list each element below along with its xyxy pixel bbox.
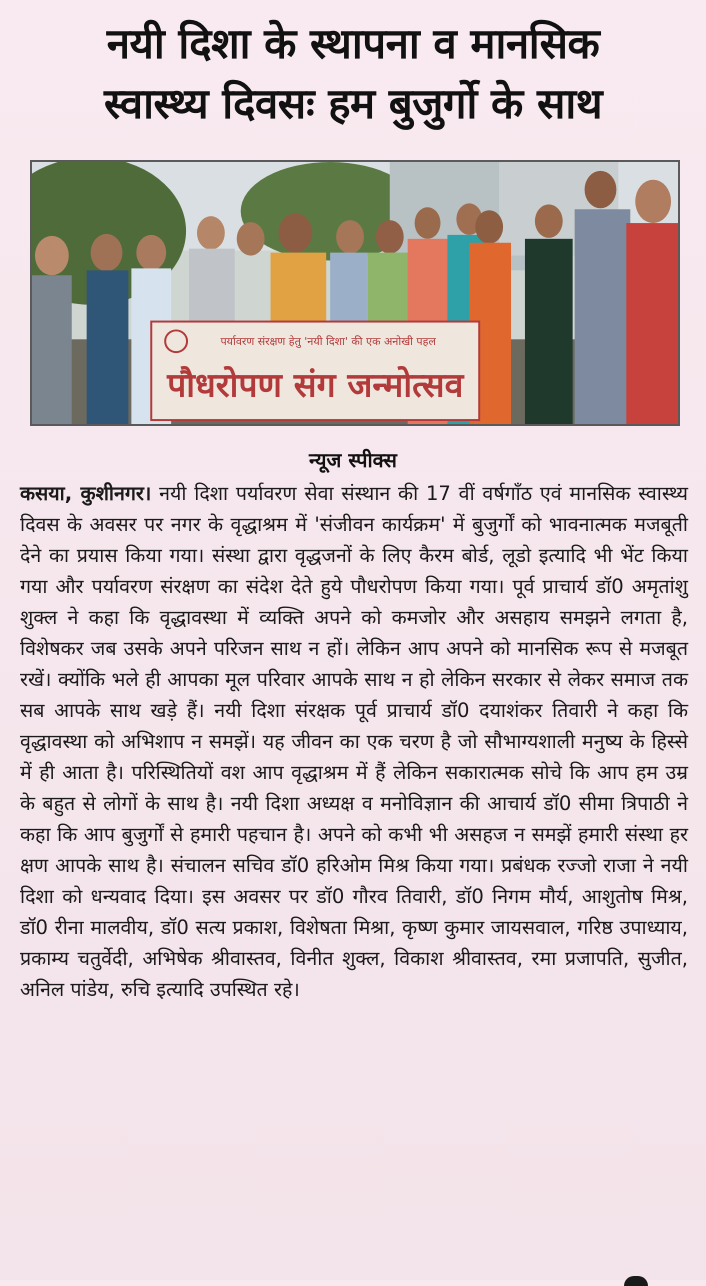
headline-line-2: स्वास्थ्य दिवसः हम बुजुर्गो के साथ: [103, 79, 603, 128]
banner-top-line: पर्यावरण संरक्षण हेतु 'नयी दिशा' की एक अनोखी पहल: [220, 335, 436, 349]
dateline: कसया, कुशीनगर।: [20, 482, 152, 505]
article-text: नयी दिशा पर्यावरण सेवा संस्थान की 17 वीं वर्षगाँठ एवं मानसिक स्वास्थ्य दिवस के अवसर पर नगर के वृद्धाश्रम में 'संजीवन कार्यक्रम' में बुजुर्गों को भावनात्मक मजबूती देने का प्रयास किया गया। संस्था द्वारा वृद्धजनों के लिए कैरम बोर्ड, लूडो इत्यादि भी भेंट किया गया और पर्यावरण संरक्षण का संदेश देते हुये पौधरोपण किया गया। पूर्व प्राचार्य डॉ0 अमृतांशु शुक्ल ने कहा कि वृद्धावस्था में व्यक्ति अपने को कमजोर और असहाय समझने लगता है, विशेषकर जब उसके अपने परिजन साथ न हों। लेकिन आप अपने को मानसिक रूप से मजबूत रखें। क्योंकि भले ही आपका मूल परिवार आपके साथ न हो लेकिन सरकार से लेकर समाज तक सब आपके साथ खड़े हैं। नयी दिशा संरक्षक पूर्व प्राचार्य डॉ0 दयाशंकर तिवारी ने कहा कि वृद्धावस्था को अभिशाप न समझें। यह जीवन का एक चरण है जो सौभाग्यशाली मनुष्य के हिस्से में ही आता है। परिस्थितियों वश आप वृद्धाश्रम में हैं लेकिन सकारात्मक सोचे कि आप हम उम्र के बहुत से लोगों के साथ है। नयी दिशा अध्यक्ष व मनोविज्ञान की आचार्य डॉ0 सीमा त्रिपाठी ने कहा कि आप बुजुर्गों से हमारी पहचान है। अपने को कभी भी असहज न समझें हमारी संस्था हर क्षण आपके साथ है। संचालन सचिव डॉ0 हरिओम मिश्र किया गया। प्रबंधक रज्जो राजा ने नयी दिशा को धन्यवाद दिया। इस अवसर पर डॉ0 गौरव तिवारी, डॉ0 निगम मौर्य, आशुतोष मिश्र, डॉ0 रीना मालवीय, डॉ0 सत्य प्रकाश, विशेषता मिश्रा, कृष्ण कुमार जायसवाल, गरिष्ठ उपाध्याय, प्रकाम्य चतुर्वेदी, अभिषेक श्रीवास्तव, विनीत शुक्ल, विकाश श्रीवास्तव, रमा प्रजापति, सुजीत, अनिल पांडेय, रुचि इत्यादि उपस्थित रहे।: [20, 482, 689, 1001]
headline: [18, 14, 688, 134]
article-body: [20, 478, 688, 1005]
byline: न्यूज स्पीक्स: [309, 448, 397, 472]
headline-line-1: नयी दिशा के स्थापना व मानसिक: [106, 19, 600, 68]
group-photo: [30, 160, 680, 426]
page-corner-mark: [624, 1276, 648, 1286]
event-banner: [151, 322, 479, 420]
banner-main-text: पौधरोपण संग जन्मोत्सव: [167, 365, 464, 405]
